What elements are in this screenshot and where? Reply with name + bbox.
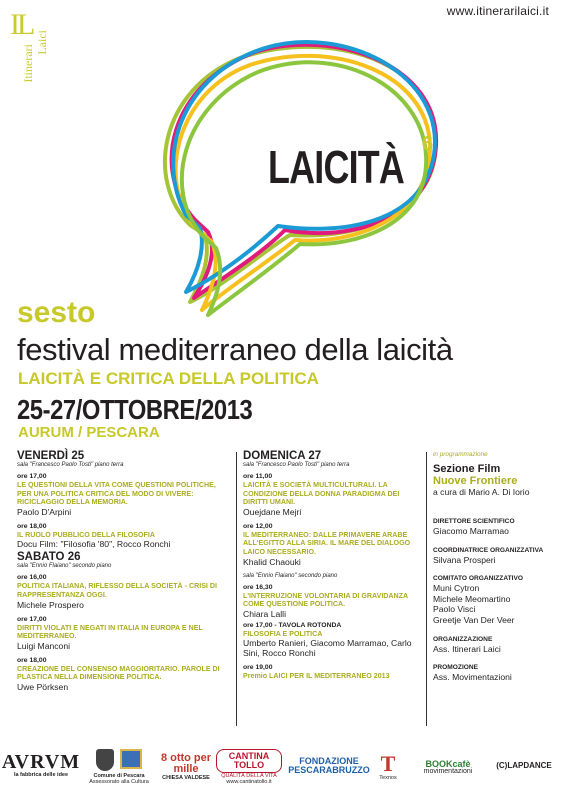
event-time: ore 17,00 [17,473,47,480]
staff-role: ORGANIZZAZIONE [433,635,493,643]
event-title: CREAZIONE DEL CONSENSO MAGGIORITARIO. PAROLE DI PLASTICA NELLA DIMENSIONE POLITICA. [17,663,220,682]
festival-name: festival mediterraneo della laicità [17,332,453,367]
staff-name: Paolo Visci [433,604,476,615]
event-time: ore 16,00 [17,574,47,582]
event-speaker: Chiara Lalli [243,608,286,619]
credits-column [433,450,557,683]
event-speaker: Khalid Chaouki [243,556,301,567]
sponsor-fondazione-logo [288,748,370,784]
event-time: ore 17,00 - TAVOLA ROTONDA [243,621,342,629]
sponsor-name: AVRVM [1,750,81,773]
film-section-title: Sezione Film [433,463,501,475]
event-time: ore 18,00 [17,522,47,530]
sponsor-ottopermille-logo [160,744,212,790]
event-time: ore 16,30 [243,583,273,591]
festival-venue: AURUM / PESCARA [18,424,160,441]
banner-icon [120,749,142,769]
event-title: POLITICA ITALIANA, RIFLESSO DELLA SOCIETÀ - CRISI DI RAPPRESENTANZA OGGI. [17,581,217,599]
sponsor-tagline: la fabbrica delle idee [13,771,69,778]
film-curator: a cura di Mario A. Di Iorio [433,487,530,497]
program-event [17,657,229,692]
event-speaker: Luigi Manconi [17,640,71,651]
day-heading-sunday: DOMENICA 27 [243,450,322,462]
sponsor-name: BOOKcafè [425,759,471,770]
event-time: ore 12,00 [243,522,273,530]
event-title: IL MEDITERRANEO: DALLE PRIMAVERE ARABE ALL'EGITTO ALLA SIRIA. IL MARE DEL DIALOGO LAICO NECESSARIO. [243,529,411,556]
event-speaker: Ouejdane Mejri [243,506,302,517]
event-title: DIRITTI VIOLATI E NEGATI IN ITALIA IN EUROPA E NEL MEDITERRANEO. [17,622,203,641]
sponsors-bar [0,738,561,800]
sponsor-comune-logo [84,740,154,794]
film-section-subtitle: Nuove Frontiere [433,475,518,487]
room-label: sala "Francesco Paolo Tosti" piano terra [17,462,124,468]
room-label: sala "Ennio Flaiano" secondo piano [17,563,112,570]
room-label: sala "Ennio Flaiano" secondo piano [243,572,338,579]
event-speaker: Docu Film: "Filosofia '80", Rocco Ronchi [17,539,171,550]
sponsor-name: FONDAZIONE [299,756,359,766]
event-title: LE QUESTIONI DELLA VITA COME QUESTIONI POLITICHE, PER UNA POLITICA CRITICA DEL MODO DI VIVERE: RICICLAGGIO DELLA MEMORIA. [17,480,216,507]
program-event [17,616,229,651]
program-column-fri-sat [17,450,229,692]
staff-role: PROMOZIONE [433,664,479,672]
festival-dates: 25-27/OTTOBRE/2013 [17,394,253,425]
sponsor-aurum-logo [1,748,81,782]
sponsor-cantinatollo-logo [216,744,282,790]
staff-name: Michele Meomartino [433,593,511,604]
film-note: in programmazione [433,451,488,458]
event-time: ore 19,00 [243,664,273,672]
event-time: ore 11,00 [243,473,273,480]
event-title: LAICITÀ [268,141,405,193]
column-divider [236,452,237,726]
event-title: FILOSOFIA E POLITICA [243,628,323,638]
event-title: LAICITÀ E SOCIETÀ MULTICULTURALI. LA CONDIZIONE DELLA DONNA PARADIGMA DEI DIRITTI UMANI. [243,480,400,507]
program-event [243,523,421,567]
program-event [243,473,421,517]
event-speaker: Umberto Ranieri, Giacomo Marramao, Carlo Sini, Rocco Ronchi [243,638,412,659]
sponsor-lapdance-logo [492,750,556,782]
sponsor-name: (C)LAPDANCE [496,761,552,770]
program-column-sunday [243,450,421,681]
sponsor-line: Comune di Pescara [93,772,145,779]
event-speaker: Paolo D'Arpini [17,506,72,517]
event-time: ore 17,00 [17,615,47,623]
staff-role: COMITATO ORGANIZZATIVO [433,575,523,583]
sponsor-line: Assessorato alla Cultura [89,779,149,785]
sponsor-line: CHIESA VALDESE [162,774,210,781]
staff-name: Ass. Movimentazioni [433,672,512,683]
room-label: sala "Francesco Paolo Tosti" piano terra [243,462,350,468]
staff-name: Giacomo Marramao [433,526,509,536]
staff-name: Ass. Itinerari Laici [433,643,501,654]
staff-role: COORDINATRICE ORGANIZZATIVA [433,546,544,554]
program-event [17,473,229,517]
column-divider [426,452,427,726]
sponsor-name: Texnos [379,774,397,781]
program-event [243,622,421,659]
event-title: IL RUOLO PUBBLICO DELLA FILOSOFIA [17,529,155,539]
sponsor-name: 8 otto per mille [160,751,212,775]
edition-superscript: 6 [422,133,434,155]
program-event [17,574,229,609]
event-title: L'INTERRUZIONE VOLONTARIA DI GRAVIDANZA COME QUESTIONE POLITICA. [243,590,408,609]
event-title: Premio LAICI PER IL MEDITERRANEO 2013 [243,671,390,681]
staff-name: Silvana Prosperi [433,554,496,565]
edition-word: sesto [17,296,96,329]
sponsor-name: CANTINA TOLLO [216,749,282,773]
sponsor-url: www.cantinatollo.it [226,779,272,785]
program-event [17,523,229,550]
festival-theme: LAICITÀ E CRITICA DELLA POLITICA [18,369,319,388]
event-time: ore 18,00 [17,656,47,664]
texnos-mark-icon: T [380,750,396,776]
sponsor-tagline: movimentazioni [423,768,473,776]
staff-role: DIRETTORE SCIENTIFICO [433,518,515,525]
program-event [243,584,421,619]
logo-line-itinerari: Itinerari [21,44,35,83]
crest-icon [96,749,114,771]
logo-line-laici: Laici [35,30,49,55]
day-heading-saturday: SABATO 26 [17,551,81,564]
staff-name: Greetje Van Der Veer [433,614,515,625]
website-url[interactable]: www.itinerarilaici.it [446,4,549,18]
event-speaker: Michele Prospero [17,599,84,610]
festival-logo [8,8,58,108]
sponsor-name: PESCARABRUZZO [288,765,370,775]
sponsor-tagline: QUALITÀ DELLA VITA [221,772,277,779]
sponsor-texnos-logo [374,746,402,788]
event-speaker: Uwe Pörksen [17,681,69,692]
sponsor-bookcafe-logo [408,746,488,790]
staff-name: Muni Cytron [433,583,480,594]
program-event [243,664,421,681]
day-heading-friday: VENERDÌ 25 [17,450,85,462]
logo-mark: IL [10,8,33,41]
